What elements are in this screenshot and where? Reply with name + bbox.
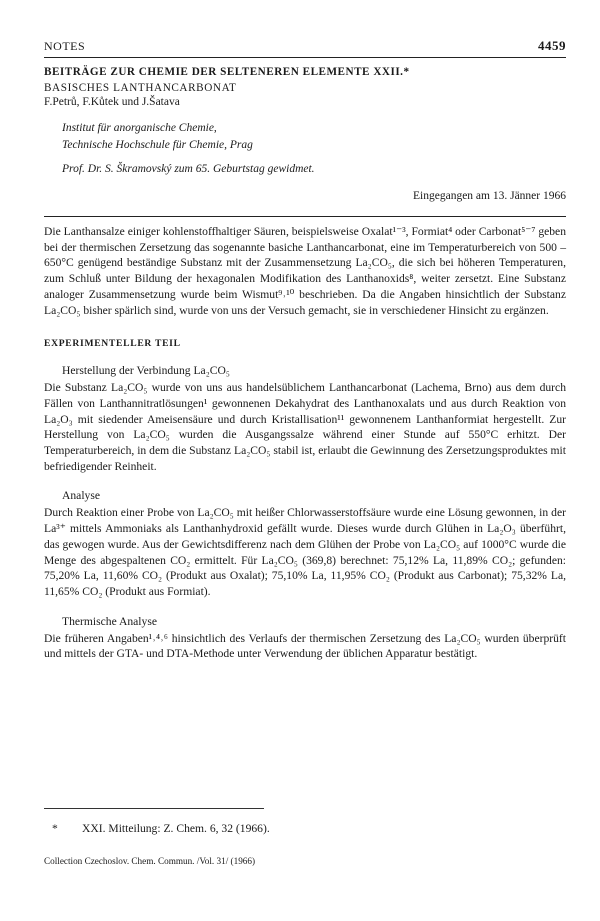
page-number: 4459	[538, 38, 566, 53]
divider	[44, 216, 566, 217]
running-header	[44, 38, 566, 58]
section-title-experimental: EXPERIMENTELLER TEIL	[44, 338, 181, 350]
intro-paragraph: Die Lanthansalze einiger kohlenstoffhaltiger Säuren, beispielsweise Oxalat¹⁻³, Formiat⁴ oder Carbonat⁵⁻⁷ geben bei der thermischen Zersetzung das sogenannte basiche Lanthancarbonat, eine im Temperaturbereich von 500 – 650°C genügend beständige Substanz mit der Zusammensetzung La₂CO₅, die sich bei höheren Temperaturen, zum Schluß unter Bildung der hexagonalen Modifikation des Lanthanoxids⁸, weiter zersetzt. Eine Substanz analoger Zusammensetzung wurde beim Wismut⁹˒¹⁰ beschrieben. Da die Angaben hinsichtlich der Substanz La₂CO₅ bisher spärlich sind, wurde von uns der Versuch gemacht, sie in verschiedener Hinsicht zu ergänzen.	[44, 225, 566, 317]
paragraph-thermische-analyse: Die früheren Angaben¹˒⁴˒⁶ hinsichtlich des Verlaufs der thermischen Zersetzung des La₂CO₅ wurden überprüft und mittels der GTA- und DTA-Methode unter Verwendung der üblichen Apparatur bestätigt.	[44, 631, 566, 661]
paragraph-herstellung: Die Substanz La₂CO₅ wurde von uns aus handelsüblichem Lanthancarbonat (Lachema, Brno) aus dem durch Fällen von Lanthannitratlösungen¹ gewonnenen Dekahydrat des Lanthanoxalats und aus durch Reaktion von La₂O₃ mit siedender Ameisensäure und durch Kristallisation¹¹ gewonnenem Lanthanformiat hergestellt. Zur Herstellung von La₂CO₅ wurden die Ausgangssalze während einer Stunde auf 550°C erhitzt. Der Temperaturbereich, in dem die Substanz La₂CO₅ stabil ist, erlaubt die Gewinnung des Zersetzungsproduktes mit befriedigender Reinheit.	[44, 381, 566, 473]
footnote-text: XXI. Mitteilung: Z. Chem. 6, 32 (1966).	[82, 822, 270, 835]
article-authors: F.Petrů, F.Kůtek und J.Šatava	[44, 96, 180, 108]
affiliation-line-2: Technische Hochschule für Chemie, Prag	[62, 139, 253, 151]
dedication: Prof. Dr. S. Škramovský zum 65. Geburtstag gewidmet.	[62, 163, 315, 175]
article-subtitle: BASISCHES LANTHANCARBONAT	[44, 82, 237, 94]
paragraph-analyse: Durch Reaktion einer Probe von La₂CO₅ mit heißer Chlorwasserstoffsäure wurde eine Lösung gewonnen, in der La³⁺ mittels Ammoniaks als Lanthanhydroxid gefällt wurde. Dieses wurde durch Glühen in La₂O₃ überführt, das gewogen wurde. Aus der Gewichtsdifferenz nach dem Glühen der Probe von La₂CO₅ auf 1000°C wurde die Menge des abgespaltenen CO₂ ermittelt. Für La₂CO₅ (369,8) berechnet: 75,12% La, 11,89% CO₂; gefunden: 75,20% La, 11,60% CO₂ (Produkt aus Oxalat); 75,10% La, 11,95% CO₂ (Produkt aus Carbonat); 75,32% La, 11,65% CO₂ (Produkt aus Formiat).	[44, 506, 566, 598]
received-date: Eingegangen am 13. Jänner 1966	[413, 190, 566, 202]
subheading-thermische-analyse: Thermische Analyse	[62, 614, 157, 628]
footnote	[52, 822, 270, 835]
page	[44, 38, 566, 662]
journal-citation: Collection Czechoslov. Chem. Commun. /Vol. 31/ (1966)	[44, 856, 256, 866]
footnote-rule	[44, 808, 264, 809]
article-title: BEITRÄGE ZUR CHEMIE DER SELTENEREN ELEMENTE XXII.*	[44, 66, 410, 78]
running-title: NOTES	[44, 39, 86, 53]
footnote-mark: *	[52, 822, 58, 835]
affiliation-line-1: Institut für anorganische Chemie,	[62, 122, 217, 134]
affiliation	[62, 120, 566, 154]
subheading-analyse: Analyse	[62, 489, 100, 503]
subheading-herstellung: Herstellung der Verbindung La₂CO₅	[62, 364, 230, 378]
